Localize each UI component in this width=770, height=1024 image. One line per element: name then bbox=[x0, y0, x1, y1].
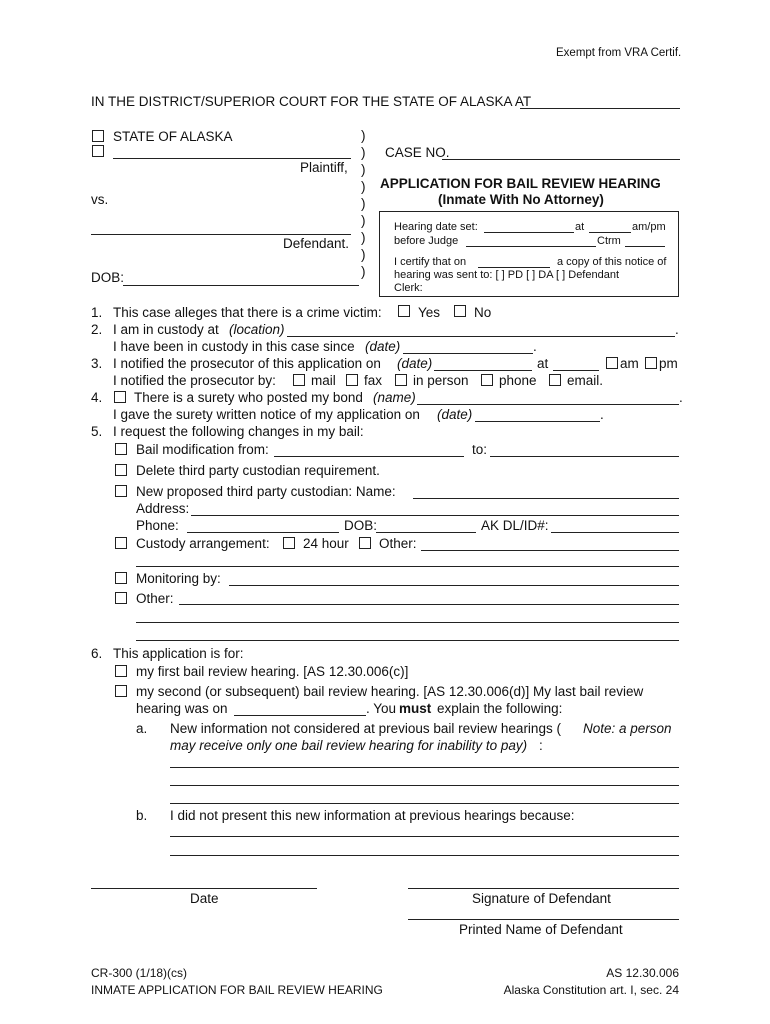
item-2-text: I am in custody at bbox=[113, 322, 219, 337]
custody-other-label: Other: bbox=[379, 536, 417, 551]
akdl-label: AK DL/ID#: bbox=[481, 518, 549, 533]
surety-date-hint: (date) bbox=[437, 407, 473, 422]
you-label: . You bbox=[366, 701, 397, 716]
bail-from-field[interactable] bbox=[274, 456, 464, 457]
hearing-date-label: Hearing date set: bbox=[394, 221, 478, 233]
notify-date-field[interactable] bbox=[434, 370, 532, 371]
new-tpc-label: New proposed third party custodian: Name: bbox=[136, 484, 396, 499]
notify-method-text: I notified the prosecutor by: bbox=[113, 373, 276, 388]
notify-at-label: at bbox=[537, 356, 549, 371]
surety-notice-text: I gave the surety written notice of my application on bbox=[113, 407, 420, 422]
sub-a-note-2: may receive only one bail review hearing for inability to pay) bbox=[170, 738, 528, 753]
email-checkbox[interactable] bbox=[549, 374, 561, 386]
tpc-phone-label: Phone: bbox=[136, 518, 179, 533]
custody-label: Custody arrangement: bbox=[136, 536, 270, 551]
in-person-checkbox[interactable] bbox=[395, 374, 407, 386]
signature-label: Signature of Defendant bbox=[472, 891, 611, 906]
ctrm-label: Ctrm bbox=[597, 235, 621, 247]
ctrm-field[interactable] bbox=[625, 246, 665, 247]
item-1-number: 1. bbox=[91, 305, 103, 320]
other-checkbox[interactable] bbox=[115, 592, 127, 604]
defendant-field[interactable] bbox=[91, 234, 351, 235]
phone-label: phone bbox=[499, 373, 537, 388]
period: . bbox=[675, 322, 679, 337]
custody-other-field-2[interactable] bbox=[136, 566, 679, 567]
second-hearing-label: my second (or subsequent) bail review hearing. [AS 12.30.006(d)] My last bail review bbox=[136, 684, 644, 699]
fax-label: fax bbox=[364, 373, 383, 388]
exempt-note: Exempt from VRA Certif. bbox=[556, 47, 682, 59]
first-hearing-label: my first bail review hearing. [AS 12.30.006(c)] bbox=[136, 664, 409, 679]
sub-a-label: a. bbox=[136, 721, 148, 736]
new-tpc-checkbox[interactable] bbox=[115, 485, 127, 497]
delete-tpc-checkbox[interactable] bbox=[115, 464, 127, 476]
sub-b-text: I did not present this new information at previous hearings because: bbox=[170, 808, 575, 823]
tpc-dob-label: DOB: bbox=[344, 518, 378, 533]
dob-field[interactable] bbox=[123, 285, 359, 286]
new-info-field-3[interactable] bbox=[170, 803, 679, 804]
first-hearing-checkbox[interactable] bbox=[115, 665, 127, 677]
second-hearing-checkbox[interactable] bbox=[115, 685, 127, 697]
plaintiff-checkbox[interactable] bbox=[92, 145, 104, 157]
tpc-dob-field[interactable] bbox=[376, 532, 476, 533]
tpc-phone-field[interactable] bbox=[187, 532, 339, 533]
phone-checkbox[interactable] bbox=[481, 374, 493, 386]
other-field-2[interactable] bbox=[136, 622, 679, 623]
custody-since-field[interactable] bbox=[403, 353, 533, 354]
no-label: No bbox=[474, 305, 492, 320]
must-label: must bbox=[399, 701, 432, 716]
court-location-field[interactable] bbox=[520, 108, 680, 109]
sub-a-text: New information not considered at previous bail review hearings ( bbox=[170, 721, 561, 736]
reason-field-1[interactable] bbox=[170, 836, 679, 837]
explain-label: explain the following: bbox=[437, 701, 563, 716]
custody-other-field[interactable] bbox=[421, 550, 679, 551]
colon: : bbox=[539, 738, 543, 753]
form-number: CR-300 (1/18)(cs) bbox=[91, 966, 188, 980]
item-6-number: 6. bbox=[91, 646, 103, 661]
court-heading: IN THE DISTRICT/SUPERIOR COURT FOR THE STATE OF ALASKA AT bbox=[91, 94, 532, 109]
24-hour-label: 24 hour bbox=[303, 536, 349, 551]
copy-label: a copy of this notice of bbox=[557, 256, 667, 268]
bail-to-label: to: bbox=[472, 442, 488, 457]
akdl-field[interactable] bbox=[551, 532, 679, 533]
form-footer-title: INMATE APPLICATION FOR BAIL REVIEW HEARING bbox=[91, 983, 383, 997]
bail-mod-label: Bail modification from: bbox=[136, 442, 269, 457]
paren: ) bbox=[361, 145, 366, 160]
date-label: Date bbox=[190, 891, 219, 906]
printed-name-field[interactable] bbox=[408, 919, 679, 920]
paren: ) bbox=[361, 230, 366, 245]
custody-checkbox[interactable] bbox=[115, 537, 127, 549]
constitution-ref: Alaska Constitution art. I, sec. 24 bbox=[503, 983, 679, 997]
fax-checkbox[interactable] bbox=[346, 374, 358, 386]
surety-name-field[interactable] bbox=[417, 404, 679, 405]
judge-field[interactable] bbox=[466, 246, 596, 247]
pm-checkbox[interactable] bbox=[645, 357, 657, 369]
hearing-date-field[interactable] bbox=[484, 232, 574, 233]
sub-a-note: Note: a person bbox=[583, 721, 672, 736]
last-hearing-date-field[interactable] bbox=[234, 715, 366, 716]
location-hint: (location) bbox=[229, 322, 285, 337]
case-no-field[interactable] bbox=[442, 159, 680, 160]
plaintiff-label: Plaintiff, bbox=[300, 160, 348, 175]
paren: ) bbox=[361, 179, 366, 194]
yes-label: Yes bbox=[418, 305, 441, 320]
delete-tpc-label: Delete third party custodian requirement. bbox=[136, 463, 380, 478]
custody-since-text: I have been in custody in this case since bbox=[113, 339, 355, 354]
in-person-label: in person bbox=[413, 373, 469, 388]
other-field-3[interactable] bbox=[136, 640, 679, 641]
surety-name-hint: (name) bbox=[373, 390, 416, 405]
paren: ) bbox=[361, 213, 366, 228]
custody-date-hint: (date) bbox=[365, 339, 401, 354]
before-judge-label: before Judge bbox=[394, 235, 459, 247]
tpc-name-field[interactable] bbox=[413, 498, 679, 499]
new-info-field-2[interactable] bbox=[170, 785, 679, 786]
period: . bbox=[533, 339, 537, 354]
other-field[interactable] bbox=[179, 604, 679, 605]
reason-field-2[interactable] bbox=[170, 855, 679, 856]
sub-b-label: b. bbox=[136, 808, 148, 823]
certify-date-field[interactable] bbox=[478, 267, 550, 268]
hearing-time-field[interactable] bbox=[589, 232, 631, 233]
hearing-was-label: hearing was on bbox=[136, 701, 228, 716]
item-5-text: I request the following changes in my bail: bbox=[113, 424, 364, 439]
paren: ) bbox=[361, 264, 366, 279]
signature-field[interactable] bbox=[408, 888, 679, 889]
sent-to-label: hearing was sent to: [ ] PD [ ] DA [ ] Defendant bbox=[394, 269, 620, 281]
item-5-number: 5. bbox=[91, 424, 103, 439]
item-2-number: 2. bbox=[91, 322, 103, 337]
case-no-label: CASE NO. bbox=[385, 145, 450, 160]
address-label: Address: bbox=[136, 501, 190, 516]
victim-no-checkbox[interactable] bbox=[454, 305, 466, 317]
am-checkbox[interactable] bbox=[606, 357, 618, 369]
bail-to-field[interactable] bbox=[490, 456, 679, 457]
statute-ref: AS 12.30.006 bbox=[606, 966, 679, 980]
clerk-label: Clerk: bbox=[394, 282, 423, 294]
plaintiff-field[interactable] bbox=[113, 158, 351, 159]
state-label: STATE OF ALASKA bbox=[113, 129, 233, 144]
mail-label: mail bbox=[311, 373, 336, 388]
pm-label: pm bbox=[659, 356, 678, 371]
paren: ) bbox=[361, 128, 366, 143]
monitoring-checkbox[interactable] bbox=[115, 572, 127, 584]
hearing-at-label: at bbox=[575, 221, 585, 233]
item-6-text: This application is for: bbox=[113, 646, 244, 661]
item-1-text: This case alleges that there is a crime victim: bbox=[113, 305, 382, 320]
paren: ) bbox=[361, 196, 366, 211]
new-info-field-1[interactable] bbox=[170, 767, 679, 768]
date-field[interactable] bbox=[91, 888, 317, 889]
vs-label: vs. bbox=[91, 192, 109, 207]
custody-other-checkbox[interactable] bbox=[359, 537, 371, 549]
dob-label: DOB: bbox=[91, 270, 125, 285]
item-3-number: 3. bbox=[91, 356, 103, 371]
monitoring-field[interactable] bbox=[229, 585, 679, 586]
ampm-label: am/pm bbox=[632, 221, 666, 233]
certify-label: I certify that on bbox=[394, 256, 467, 268]
24-hour-checkbox[interactable] bbox=[283, 537, 295, 549]
defendant-label: Defendant. bbox=[283, 236, 350, 251]
item-4-number: 4. bbox=[91, 390, 103, 405]
item-4-text: There is a surety who posted my bond bbox=[134, 390, 363, 405]
mail-checkbox[interactable] bbox=[293, 374, 305, 386]
surety-date-field[interactable] bbox=[475, 421, 600, 422]
email-label: email. bbox=[567, 373, 604, 388]
state-checkbox[interactable] bbox=[92, 130, 104, 142]
item-3-text: I notified the prosecutor of this application on bbox=[113, 356, 381, 371]
monitoring-label: Monitoring by: bbox=[136, 571, 221, 586]
form-subtitle: (Inmate With No Attorney) bbox=[438, 192, 604, 207]
notify-date-hint: (date) bbox=[397, 356, 433, 371]
bail-mod-checkbox[interactable] bbox=[115, 443, 127, 455]
custody-location-field[interactable] bbox=[287, 336, 675, 337]
form-title: APPLICATION FOR BAIL REVIEW HEARING bbox=[380, 176, 661, 191]
other-label: Other: bbox=[136, 591, 174, 606]
tpc-address-field[interactable] bbox=[191, 515, 679, 516]
surety-checkbox[interactable] bbox=[114, 391, 126, 403]
am-label: am bbox=[620, 356, 639, 371]
paren: ) bbox=[361, 162, 366, 177]
period: . bbox=[600, 407, 604, 422]
period: . bbox=[679, 390, 683, 405]
paren: ) bbox=[361, 247, 366, 262]
printed-name-label: Printed Name of Defendant bbox=[459, 922, 623, 937]
notify-time-field[interactable] bbox=[553, 370, 599, 371]
victim-yes-checkbox[interactable] bbox=[398, 305, 410, 317]
